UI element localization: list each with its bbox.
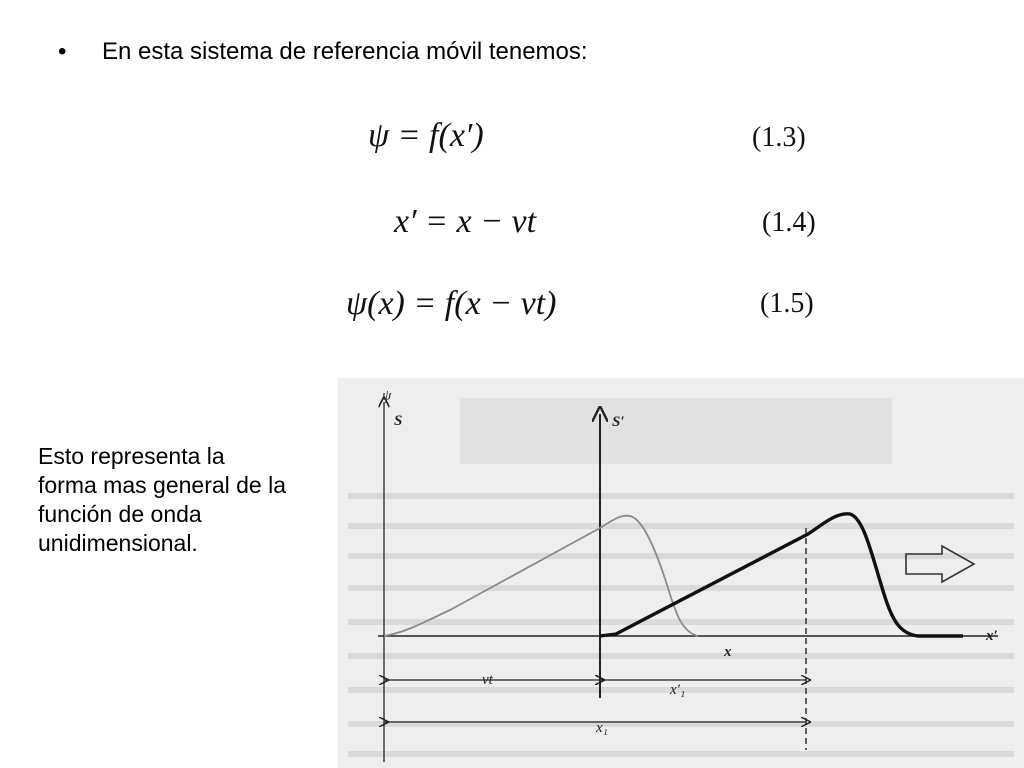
x-axis-label: x — [724, 644, 732, 660]
description-text: Esto representa la forma mas general de la función de onda unidimensional. — [38, 443, 287, 556]
equation-1-3: ψ = f(x′) — [368, 117, 484, 154]
psi-label: ψ — [382, 388, 392, 404]
frame-s-label: S — [394, 413, 403, 429]
frame-s-prime-label: S′ — [612, 414, 625, 430]
bullet-item — [58, 36, 588, 68]
scan-texture-block — [460, 398, 892, 464]
equation-number-1-3: (1.3) — [752, 122, 806, 153]
equation-number-1-5: (1.5) — [760, 288, 814, 319]
bullet-symbol: • — [58, 38, 67, 65]
equation-number-1-4: (1.4) — [762, 207, 816, 238]
x1-label: x₁ — [596, 720, 608, 736]
vt-label: vt — [482, 672, 493, 688]
wave-figure — [338, 378, 1024, 768]
bullet-text: En esta sistema de referencia móvil tenemos: — [102, 38, 588, 65]
x1-prime-label: x′₁ — [670, 682, 686, 698]
equation-1-5: ψ(x) = f(x − vt) — [346, 285, 557, 322]
x-prime-axis-label: x′ — [986, 628, 998, 644]
equation-1-4: x′ = x − vt — [394, 203, 537, 240]
wave-diagram — [338, 378, 1024, 768]
